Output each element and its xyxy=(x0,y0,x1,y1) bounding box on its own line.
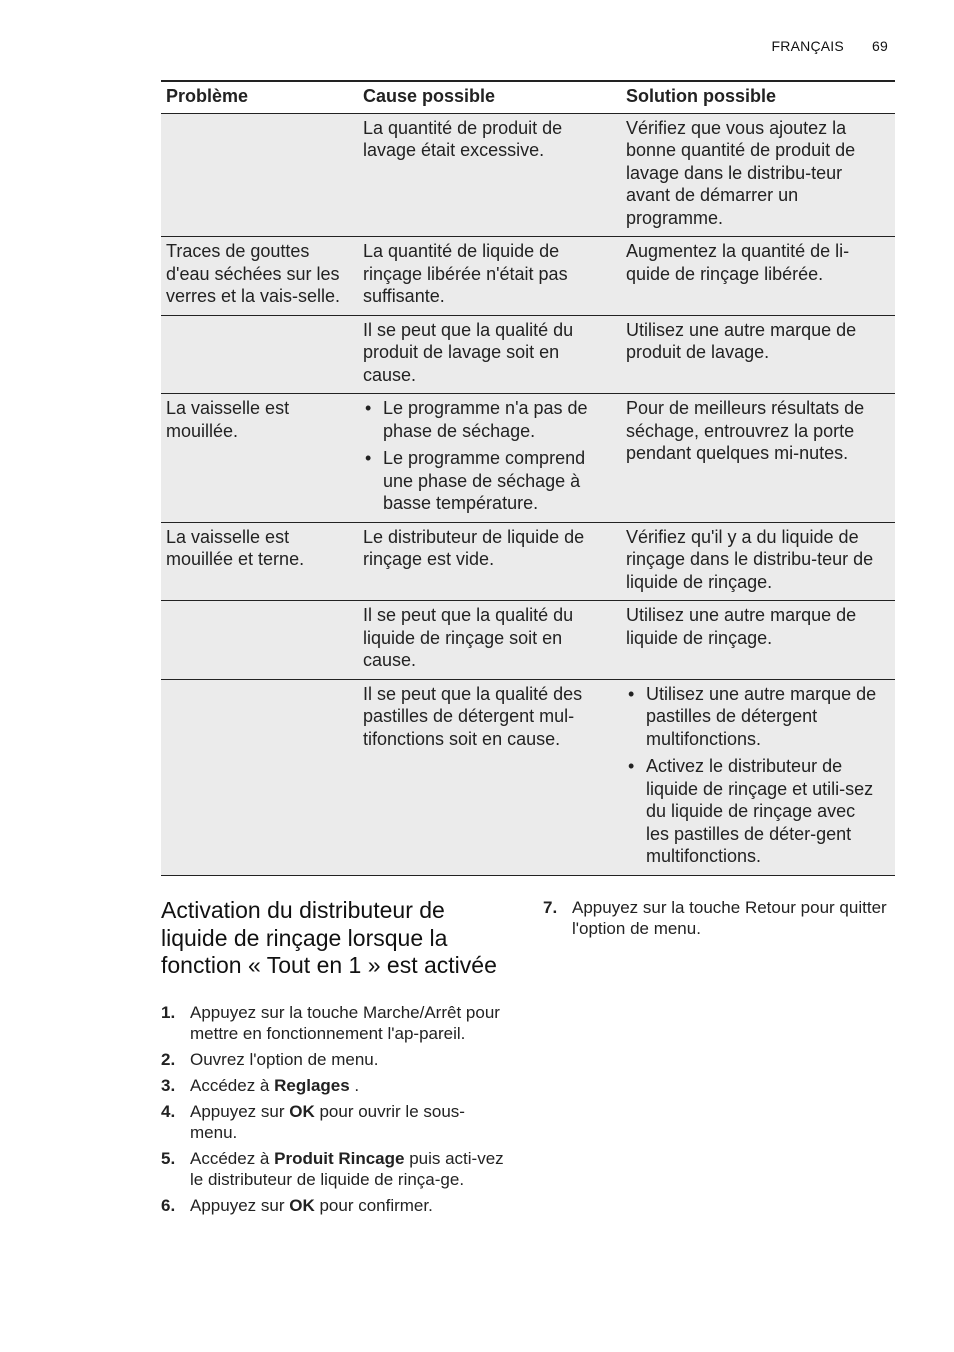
cause-cell xyxy=(358,394,621,523)
step-keyword: OK xyxy=(289,1195,315,1215)
page-header xyxy=(772,38,888,54)
table-row xyxy=(161,113,895,237)
solution-bullet-list xyxy=(626,683,883,868)
table-row xyxy=(161,601,895,680)
list-item xyxy=(161,1195,511,1216)
step-number: 3. xyxy=(161,1075,176,1095)
step-text: Appuyez sur la touche Marche/Arrêt pour mettre en fonctionnement l'ap-pareil. xyxy=(190,1002,500,1043)
column-header-problem: Problème xyxy=(161,81,358,113)
step-keyword: Reglages xyxy=(274,1075,350,1095)
cause-cell: Il se peut que la qualité du liquide de rinçage soit en cause. xyxy=(358,601,621,680)
solution-cell: Utilisez une autre marque de produit de lavage. xyxy=(621,315,895,394)
cause-cell: Il se peut que la qualité des pastilles de détergent mul-tifonctions soit en cause. xyxy=(358,679,621,875)
troubleshooting-table xyxy=(161,80,895,876)
step-text-end: pour confirmer. xyxy=(314,1195,433,1215)
step-text: Appuyez sur la touche Retour pour quitter l'option de menu. xyxy=(572,898,887,938)
list-item xyxy=(161,1075,511,1096)
step-number: 4. xyxy=(161,1101,176,1121)
table-header-row xyxy=(161,81,895,113)
column-header-cause: Cause possible xyxy=(358,81,621,113)
step-number: 2. xyxy=(161,1049,176,1069)
step-text-end: puis acti-vez le distributeur de liquide de rinça-ge. xyxy=(190,1148,504,1189)
problem-cell xyxy=(161,679,358,875)
right-column xyxy=(543,897,895,944)
bullet-item: • Activez le distributeur de liquide de rinçage et utili-sez du liquide de rinçage avec les pastilles de déter-gent multifonctions. xyxy=(626,755,883,868)
step-keyword: OK xyxy=(289,1101,315,1121)
solution-cell: Vérifiez qu'il y a du liquide de rinçage dans le distribu-teur de liquide de rinçage. xyxy=(621,522,895,601)
steps-list-continued xyxy=(543,897,895,939)
step-text-end: pour ouvrir le sous-menu. xyxy=(190,1101,465,1142)
table-row xyxy=(161,315,895,394)
bullet-item: • Utilisez une autre marque de pastilles de détergent multifonctions. xyxy=(626,683,883,751)
step-text: Appuyez sur xyxy=(190,1101,290,1121)
bullet-item: • Le programme comprend une phase de séchage à basse température. xyxy=(363,447,609,515)
cause-cell: Le distributeur de liquide de rinçage est vide. xyxy=(358,522,621,601)
list-item xyxy=(161,1101,511,1143)
steps-list xyxy=(161,1002,511,1216)
list-item xyxy=(161,1049,511,1070)
problem-cell xyxy=(161,601,358,680)
table-row xyxy=(161,679,895,875)
left-column xyxy=(161,897,511,1221)
cause-cell: Il se peut que la qualité du produit de lavage soit en cause. xyxy=(358,315,621,394)
step-text: Appuyez sur xyxy=(190,1195,290,1215)
step-number: 1. xyxy=(161,1002,176,1022)
problem-cell xyxy=(161,113,358,237)
step-text: Ouvrez l'option de menu. xyxy=(190,1049,379,1069)
solution-cell: Vérifiez que vous ajoutez la bonne quantité de produit de lavage dans le distribu-teur avant de démarrer un programme. xyxy=(621,113,895,237)
section-title: Activation du distributeur de liquide de rinçage lorsque la fonction « Tout en 1 » est activée xyxy=(161,897,497,978)
table-row xyxy=(161,522,895,601)
list-item xyxy=(161,1148,511,1190)
column-header-solution: Solution possible xyxy=(621,81,895,113)
cause-bullet-list xyxy=(363,397,609,515)
page-number: 69 xyxy=(872,38,888,54)
step-number: 6. xyxy=(161,1195,176,1215)
solution-cell: Utilisez une autre marque de liquide de rinçage. xyxy=(621,601,895,680)
list-item xyxy=(161,1002,511,1044)
solution-cell: Pour de meilleurs résultats de séchage, entrouvrez la porte pendant quelques mi-nutes. xyxy=(621,394,895,523)
cause-cell: La quantité de produit de lavage était excessive. xyxy=(358,113,621,237)
step-text-end: . xyxy=(349,1075,360,1095)
problem-cell: Traces de gouttes d'eau séchées sur les verres et la vais-selle. xyxy=(161,237,358,316)
table-row xyxy=(161,394,895,523)
step-keyword: Produit Rincage xyxy=(274,1148,405,1168)
cause-cell: La quantité de liquide de rinçage libérée n'était pas suffisante. xyxy=(358,237,621,316)
step-number: 5. xyxy=(161,1148,176,1168)
list-item xyxy=(543,897,895,939)
problem-cell: La vaisselle est mouillée. xyxy=(161,394,358,523)
problem-cell: La vaisselle est mouillée et terne. xyxy=(161,522,358,601)
solution-cell xyxy=(621,679,895,875)
step-text: Accédez à xyxy=(190,1148,275,1168)
problem-cell xyxy=(161,315,358,394)
step-text: Accédez à xyxy=(190,1075,275,1095)
step-number: 7. xyxy=(543,898,558,917)
bullet-item: • Le programme n'a pas de phase de séchage. xyxy=(363,397,609,442)
solution-cell: Augmentez la quantité de li-quide de rinçage libérée. xyxy=(621,237,895,316)
language-label: FRANÇAIS xyxy=(771,38,844,54)
table-row xyxy=(161,237,895,316)
